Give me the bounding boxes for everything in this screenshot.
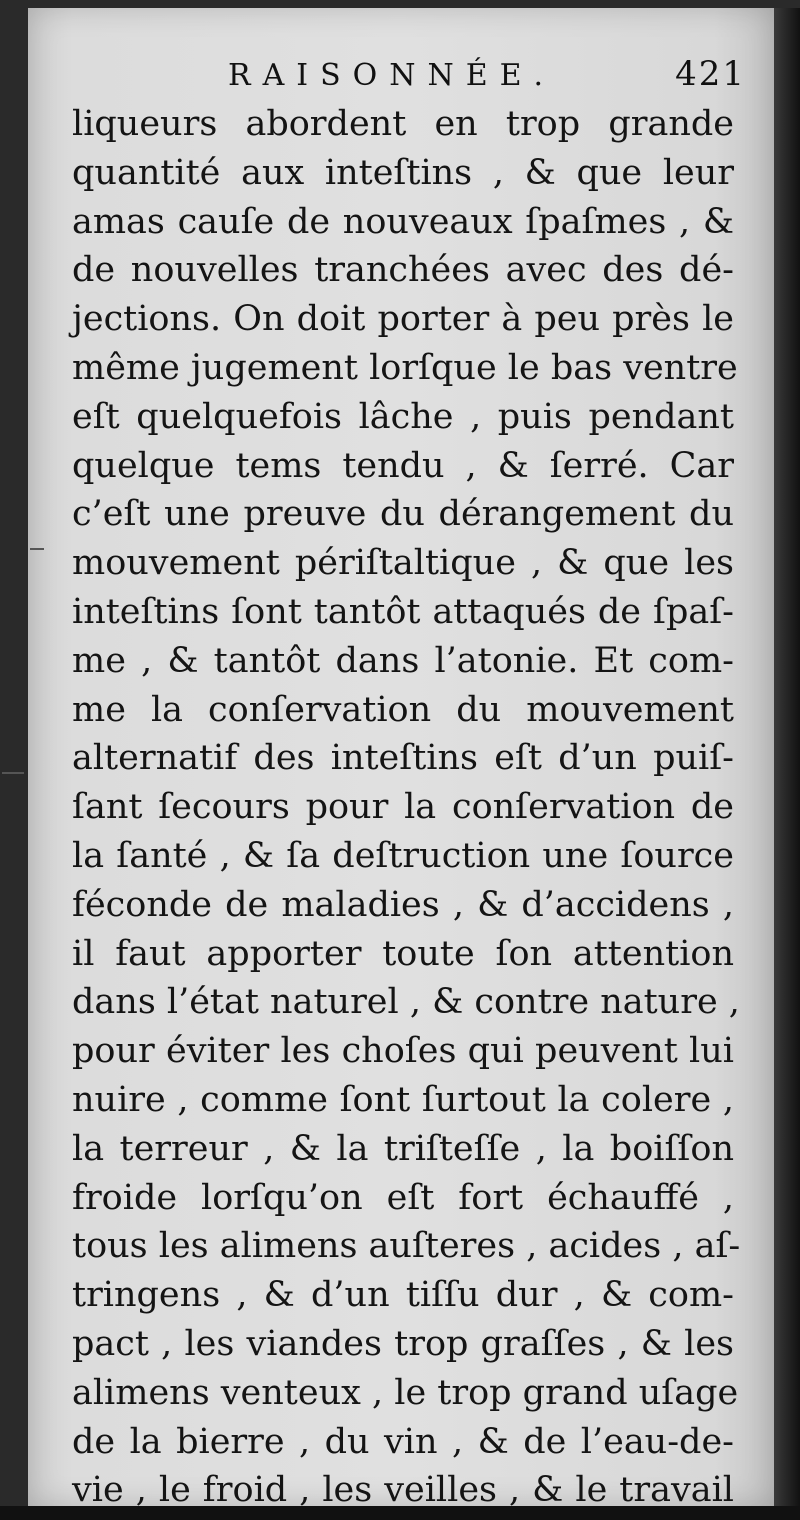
- text-line: inteſtins ſont tantôt attaqués de ſpaſ-: [72, 591, 734, 632]
- text-line: mouvement périſtaltique , & que les: [72, 543, 734, 584]
- text-line: froide lorſqu’on eſt fort échauffé ,: [72, 1177, 734, 1218]
- text-line: quelque tems tendu , & ſerré. Car: [72, 445, 734, 486]
- text-line: la ſanté , & ſa deſtruction une ſource: [72, 835, 734, 876]
- body-text: [72, 100, 741, 1515]
- text-line: pact , les viandes trop graſſes , & les: [72, 1323, 734, 1364]
- text-line: liqueurs abordent en trop grande: [72, 104, 734, 144]
- page-number: 421: [675, 54, 746, 94]
- text-line: alimens venteux , le trop grand uſage: [72, 1372, 739, 1413]
- text-line: féconde de maladies , & d’accidens ,: [72, 884, 734, 925]
- text-line: de nouvelles tranchées avec des dé-: [72, 250, 734, 291]
- margin-mark: [2, 772, 24, 774]
- text-line: jections. On doit porter à peu près le: [72, 299, 734, 340]
- text-line: nuire , comme ſont ſurtout la colere ,: [72, 1079, 734, 1120]
- text-line: de la bierre , du vin , & de l’eau-de-: [72, 1421, 734, 1462]
- text-line: vie , le froid , les veilles , & le travail: [72, 1470, 734, 1511]
- text-line: me , & tantôt dans l’atonie. Et com-: [72, 640, 734, 681]
- text-line: tringens , & d’un tiſſu dur , & com-: [72, 1275, 734, 1316]
- text-line: eſt quelquefois lâche , puis pendant: [72, 396, 734, 437]
- text-line: même jugement lorſque le bas ventre: [72, 347, 738, 388]
- text-line: la terreur , & la triſteſſe , la boiſſon: [72, 1128, 734, 1169]
- text-line: ſant ſecours pour la conſervation de: [72, 787, 734, 828]
- page-edge-shadow: [774, 8, 800, 1520]
- text-line: dans l’état naturel , & contre nature ,: [72, 982, 740, 1023]
- text-line: c’eſt une preuve du dérangement du: [72, 494, 734, 535]
- margin-mark: [30, 548, 44, 550]
- text-line: amas cauſe de nouveaux ſpaſmes , &: [72, 201, 734, 242]
- text-line: tous les alimens auſteres , acides , aſ-: [72, 1226, 741, 1267]
- page-header: [28, 52, 774, 102]
- text-line: pour éviter les choſes qui peuvent lui: [72, 1031, 734, 1072]
- running-head: RAISONNÉE.: [228, 58, 556, 93]
- text-line: alternatif des inteſtins eſt d’un puiſ-: [72, 738, 734, 779]
- text-line: il faut apporter toute ſon attention: [72, 933, 734, 974]
- text-line: me la conſervation du mouvement: [72, 689, 734, 730]
- text-line: quantité aux inteſtins , & que leur: [72, 152, 734, 193]
